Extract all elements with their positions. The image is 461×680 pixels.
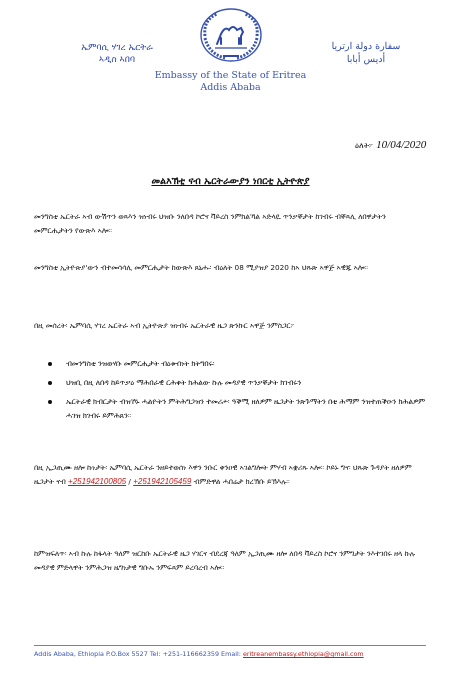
footer-address: Addis Ababa, Ethiopia P.O.Box 5527 bbox=[34, 650, 148, 658]
bullet-item bbox=[48, 395, 426, 423]
paragraph-1: መንግስቲ ኤርትራ ኣብ ውሽጥን ወጻእን ዝነብሩ ህዝቡ ንለበዳ ኮሮና ቫይረስ ንምክልኻል ኣድላዪ ጥንቃቐታት ከገብሩ ብቐጻሊ ለበዋታትን መምርሒታትን የውጽእ ኣሎ። bbox=[34, 212, 386, 235]
eritrea-emblem-icon bbox=[195, 6, 267, 64]
paragraph-4-tail: ብምድዋል ሓበሬታ ክረኽቡ ይኽእሉ። bbox=[191, 477, 290, 486]
date-label: ዕለት፦ bbox=[355, 141, 374, 150]
letterhead-tigrinya bbox=[62, 42, 172, 66]
bullet-icon bbox=[48, 362, 52, 366]
paragraph-4 bbox=[34, 461, 426, 489]
bullet-text: ህዝቢ በዚ ለበዳ ከይጥቃዕ ማሕበራዊ ርሕቀት ክሕልው ኩሉ መዳያዊ ጥንቃቐታት ክገብሩን bbox=[66, 378, 302, 387]
letter-footer bbox=[34, 650, 434, 658]
footer-divider bbox=[34, 645, 426, 646]
paragraph-4-text: በዚ ኢጋጢሙ ዘሎ ኩነታት፡ ኤምባሲ ኤርትራ ንዘይተወሰነ እዋን ንቡር ቀንዐዊ ኣገልግሎት ምሃብ ኣቋሪጹ ኣሎ። ኮይኑ ግና፡ ህጹጽ ጉዳያት ዘለዎም ዜጋታት ናብ bbox=[34, 463, 412, 486]
letter-subject bbox=[0, 176, 461, 187]
paragraph-2: መንግስቲ ኢትዮጵያ'ውን ብተመሳሳሊ መምርሒታት ከውጽእ ጸኒሑ፡ ብዕለት 08 ሚያዝያ 2020 ከኣ ህጹጽ ኣዋጅ ኣዊጁ ኣሎ። bbox=[34, 263, 368, 272]
phone-separator: / bbox=[126, 477, 134, 486]
letterhead-english-line2: Addis Ababa bbox=[200, 82, 261, 93]
footer-tel: Tel: +251-116662359 Email: bbox=[149, 650, 243, 658]
letterhead-tigrinya-line2: ኣዲስ ኣበባ bbox=[98, 55, 136, 65]
phone-link-1[interactable]: +251942100805 bbox=[68, 477, 127, 486]
letterhead-arabic-line2: أديس أبابا bbox=[346, 54, 386, 65]
bullet-item bbox=[48, 376, 426, 390]
bullet-icon bbox=[48, 400, 52, 404]
paragraph-3: በዚ መሰረት፡ ኤምባሲ ሃገረ ኤርትራ ኣብ ኢትዮጵያ ዝነብሩ ኤርትራዊ ዜጋ ጽንኩር ኣዋጅ ንምስጋር፦ bbox=[34, 321, 295, 330]
letterhead-tigrinya-line1: ኤምባሲ ሃገረ ኤርትራ bbox=[81, 43, 153, 53]
bullet-icon bbox=[48, 381, 52, 385]
letter-date bbox=[355, 139, 426, 151]
letterhead-english-line1: Embassy of the State of Eritrea bbox=[154, 70, 307, 81]
phone-link-2[interactable]: +251942105459 bbox=[133, 477, 192, 486]
letterhead-arabic bbox=[311, 40, 421, 66]
letterhead-english bbox=[0, 70, 461, 94]
bullet-item bbox=[48, 357, 426, 371]
footer-email-link[interactable]: eritreanembassy.ethiopia@gmail.com bbox=[242, 650, 364, 658]
bullet-text: ብመንግስቲ ንዝወሃቡ መምርሒታት ብዕቱብነት ክትግበሩ፡ bbox=[66, 359, 215, 368]
bullet-list bbox=[48, 357, 426, 428]
letterhead-arabic-line1: سفارة دولة ارتريا bbox=[331, 41, 401, 52]
paragraph-5: ከምዝፍለጥ፡ ኣብ ኩሉ ከፋላት ዓለም ዝርከቡ ኤርትራዊ ዜጋ ሃገርና ብደረጃ ዓለም ኢጋጢሙ ዘሎ ለበዳ ቫይረስ ኮሮና ንምግታት ንእተገበሩ ዘላ ኩሉ መዳያዊ ምድላዋት ንምሕጋዝ ዜግነታዊ ግቡኡ ንምፍጻም ይረባረብ ኣሎ። bbox=[34, 549, 415, 572]
bullet-text: ኤርትራዊ ክብርታት ብዝኾኑ ሓልዮትን ምትሕግጋዝን ተመሪሖ፡ ዓቕሚ ዘለዎም ዜጋታት ንጽጉማትን በቲ ሕማም ንዝተጠቕዑን ክሕልዎም ሓገዝ ክገብሩ ይምሕጸን። bbox=[66, 397, 425, 420]
date-value: 10/04/2020 bbox=[376, 139, 427, 151]
subject-text: መልእኽቲ ናብ ኤርትራውያን ነበርቲ ኢትዮጵያ bbox=[151, 176, 310, 187]
